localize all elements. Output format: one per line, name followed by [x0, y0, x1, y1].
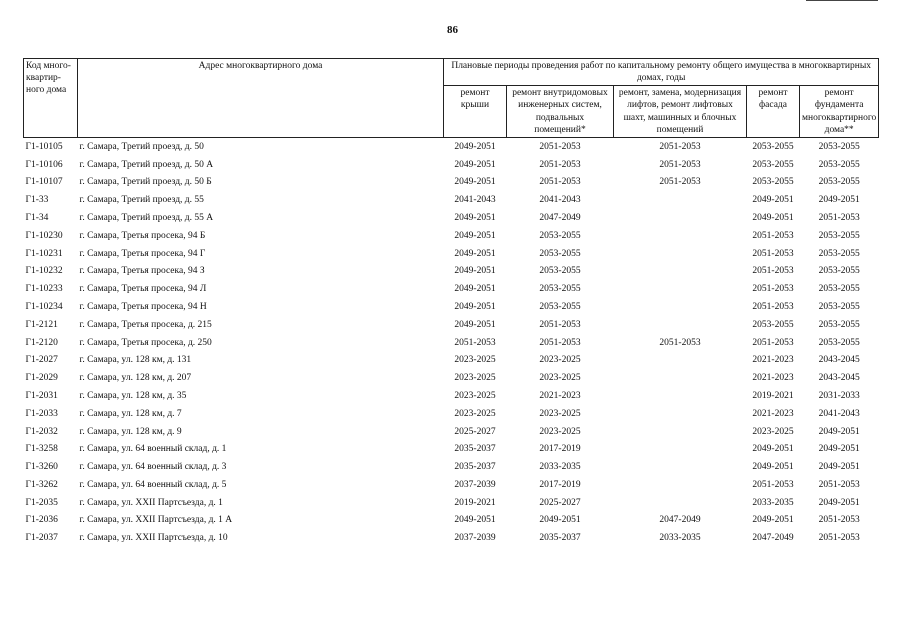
cell-lifts	[614, 280, 747, 298]
cell-foundation: 2051-2053	[818, 515, 860, 526]
table-row	[24, 494, 879, 512]
cell-lifts	[614, 494, 747, 512]
cell-code: Г1-2032	[25, 426, 58, 437]
cell-lifts: 2051-2053	[659, 337, 701, 348]
cell-roof: 2049-2051	[454, 266, 496, 277]
cell-code: Г1-2037	[25, 533, 58, 544]
table-row	[24, 352, 879, 370]
cell-roof: 2023-2025	[454, 355, 496, 366]
cell-roof: 2049-2051	[454, 141, 496, 152]
table-row	[24, 245, 879, 263]
cell-facade: 2049-2051	[752, 515, 794, 526]
cell-facade: 2049-2051	[752, 195, 794, 206]
cell-lifts	[614, 245, 747, 263]
cell-facade: 2049-2051	[752, 444, 794, 455]
cell-roof: 2025-2027	[454, 426, 496, 437]
cell-facade: 2021-2023	[752, 408, 794, 419]
table-row	[24, 387, 879, 405]
cell-facade: 2049-2051	[752, 212, 794, 223]
cell-foundation: 2051-2053	[818, 479, 860, 490]
cell-lifts	[614, 191, 747, 209]
cell-systems: 2023-2025	[539, 408, 581, 419]
cell-code: Г1-33	[25, 195, 49, 206]
cell-facade: 2021-2023	[752, 355, 794, 366]
cell-address: г. Самара, ул. 128 км, д. 9	[79, 426, 182, 437]
cell-facade: 2051-2053	[752, 301, 794, 312]
cell-foundation: 2053-2055	[818, 141, 860, 152]
cell-address: г. Самара, ул. 128 км, д. 131	[79, 355, 192, 366]
cell-roof: 2037-2039	[454, 479, 496, 490]
cell-lifts: 2051-2053	[659, 141, 701, 152]
cell-facade: 2051-2053	[752, 337, 794, 348]
cell-roof: 2049-2051	[454, 301, 496, 312]
cell-address: г. Самара, ул. XXII Партсъезда, д. 10	[79, 533, 228, 544]
header-code: Код много-квартир-ного дома	[24, 59, 78, 138]
cell-systems: 2051-2053	[539, 319, 581, 330]
cell-address: г. Самара, Третий проезд, д. 55	[79, 195, 204, 206]
cell-address: г. Самара, Третья просека, 94 Б	[79, 230, 206, 241]
cell-facade: 2051-2053	[752, 266, 794, 277]
cell-systems: 2053-2055	[539, 230, 581, 241]
cell-facade: 2023-2025	[752, 426, 794, 437]
header-facade: ремонт фасада	[747, 86, 800, 138]
cell-facade: 2053-2055	[752, 159, 794, 170]
cell-roof: 2049-2051	[454, 284, 496, 295]
cell-address: г. Самара, ул. 64 военный склад, д. 1	[79, 444, 227, 455]
cell-systems: 2025-2027	[539, 497, 581, 508]
cell-code: Г1-2031	[25, 390, 58, 401]
cell-roof: 2049-2051	[454, 212, 496, 223]
cell-lifts: 2051-2053	[659, 177, 701, 188]
cell-systems: 2049-2051	[539, 515, 581, 526]
cell-address: г. Самара, ул. 128 км, д. 207	[79, 373, 192, 384]
cell-roof: 2049-2051	[454, 515, 496, 526]
capital-repair-schedule-table	[23, 58, 879, 547]
cell-address: г. Самара, Третий проезд, д. 55 А	[79, 212, 214, 223]
header-systems: ремонт внутридомовых инженерных систем, подвальных помещений*	[507, 86, 614, 138]
table-row	[24, 174, 879, 192]
cell-systems: 2053-2055	[539, 301, 581, 312]
cell-address: г. Самара, ул. 128 км, д. 7	[79, 408, 182, 419]
cell-systems: 2041-2043	[539, 195, 581, 206]
cell-lifts	[614, 405, 747, 423]
cell-systems: 2047-2049	[539, 212, 581, 223]
cell-roof: 2049-2051	[454, 248, 496, 259]
cell-address: г. Самара, Третья просека, 94 Г	[79, 248, 206, 259]
cell-address: г. Самара, ул. 64 военный склад, д. 3	[79, 462, 227, 473]
table-row	[24, 156, 879, 174]
cell-address: г. Самара, Третья просека, 94 Н	[79, 301, 207, 312]
cell-systems: 2051-2053	[539, 177, 581, 188]
cell-code: Г1-2121	[25, 319, 58, 330]
cell-systems: 2053-2055	[539, 284, 581, 295]
cell-facade: 2051-2053	[752, 479, 794, 490]
cell-address: г. Самара, Третья просека, 94 Л	[79, 284, 207, 295]
cell-address: г. Самара, ул. XXII Партсъезда, д. 1 А	[79, 515, 233, 526]
cell-code: Г1-10105	[25, 141, 63, 152]
table-row	[24, 209, 879, 227]
cell-systems: 2053-2055	[539, 248, 581, 259]
cell-roof: 2037-2039	[454, 533, 496, 544]
cell-address: г. Самара, ул. XXII Партсъезда, д. 1	[79, 497, 223, 508]
cell-systems: 2051-2053	[539, 337, 581, 348]
cell-address: г. Самара, Третий проезд, д. 50 А	[79, 159, 214, 170]
header-periods-group: Плановые периоды проведения работ по капитальному ремонту общего имущества в многоквартирных домах, годы	[444, 59, 879, 86]
cell-code: Г1-10232	[25, 266, 63, 277]
cell-facade: 2051-2053	[752, 284, 794, 295]
cell-code: Г1-10106	[25, 159, 63, 170]
cell-lifts	[614, 369, 747, 387]
cell-code: Г1-2035	[25, 497, 58, 508]
cell-code: Г1-10107	[25, 177, 63, 188]
top-rule	[806, 0, 878, 1]
table-row	[24, 316, 879, 334]
cell-systems: 2023-2025	[539, 426, 581, 437]
cell-roof: 2041-2043	[454, 195, 496, 206]
cell-foundation: 2051-2053	[818, 533, 860, 544]
cell-address: г. Самара, Третий проезд, д. 50 Б	[79, 177, 212, 188]
cell-systems: 2035-2037	[539, 533, 581, 544]
cell-foundation: 2053-2055	[818, 159, 860, 170]
cell-facade: 2049-2051	[752, 462, 794, 473]
cell-code: Г1-10231	[25, 248, 63, 259]
cell-lifts: 2047-2049	[659, 515, 701, 526]
cell-roof: 2035-2037	[454, 444, 496, 455]
table-row	[24, 440, 879, 458]
cell-systems: 2021-2023	[539, 390, 581, 401]
cell-foundation: 2049-2051	[818, 195, 860, 206]
cell-address: г. Самара, ул. 128 км, д. 35	[79, 390, 187, 401]
table-row	[24, 280, 879, 298]
cell-foundation: 2049-2051	[818, 462, 860, 473]
cell-address: г. Самара, Третья просека, д. 250	[79, 337, 212, 348]
cell-systems: 2051-2053	[539, 159, 581, 170]
table-row	[24, 405, 879, 423]
table-row	[24, 458, 879, 476]
cell-code: Г1-34	[25, 212, 49, 223]
cell-lifts	[614, 440, 747, 458]
cell-foundation: 2049-2051	[818, 426, 860, 437]
cell-lifts	[614, 423, 747, 441]
cell-facade: 2021-2023	[752, 373, 794, 384]
table-row	[24, 298, 879, 316]
cell-address: г. Самара, Третий проезд, д. 50	[79, 141, 204, 152]
cell-roof: 2049-2051	[454, 319, 496, 330]
cell-roof: 2049-2051	[454, 177, 496, 188]
cell-foundation: 2043-2045	[818, 373, 860, 384]
cell-code: Г1-3258	[25, 444, 58, 455]
cell-foundation: 2053-2055	[818, 319, 860, 330]
table-row	[24, 334, 879, 352]
table-row	[24, 263, 879, 281]
cell-roof: 2019-2021	[454, 497, 496, 508]
cell-code: Г1-2033	[25, 408, 58, 419]
table-row	[24, 191, 879, 209]
cell-systems: 2017-2019	[539, 479, 581, 490]
cell-roof: 2023-2025	[454, 373, 496, 384]
header-foundation: ремонт фундамента многоквартирного дома**	[800, 86, 879, 138]
cell-code: Г1-3260	[25, 462, 58, 473]
cell-lifts	[614, 458, 747, 476]
cell-facade: 2033-2035	[752, 497, 794, 508]
cell-roof: 2049-2051	[454, 230, 496, 241]
cell-foundation: 2041-2043	[818, 408, 860, 419]
cell-foundation: 2053-2055	[818, 284, 860, 295]
cell-lifts	[614, 209, 747, 227]
cell-lifts	[614, 387, 747, 405]
page-number: 86	[447, 24, 458, 36]
cell-facade: 2053-2055	[752, 319, 794, 330]
cell-systems: 2023-2025	[539, 373, 581, 384]
cell-facade: 2051-2053	[752, 248, 794, 259]
cell-foundation: 2031-2033	[818, 390, 860, 401]
table-row	[24, 529, 879, 547]
cell-facade: 2053-2055	[752, 177, 794, 188]
cell-systems: 2023-2025	[539, 355, 581, 366]
cell-lifts	[614, 476, 747, 494]
cell-lifts: 2051-2053	[659, 159, 701, 170]
cell-address: г. Самара, Третья просека, 94 З	[79, 266, 205, 277]
cell-code: Г1-10234	[25, 301, 63, 312]
cell-roof: 2023-2025	[454, 408, 496, 419]
cell-foundation: 2053-2055	[818, 230, 860, 241]
cell-facade: 2047-2049	[752, 533, 794, 544]
header-roof: ремонт крыши	[444, 86, 507, 138]
table-row	[24, 227, 879, 245]
table-row	[24, 369, 879, 387]
cell-foundation: 2049-2051	[818, 444, 860, 455]
cell-roof: 2051-2053	[454, 337, 496, 348]
table-row	[24, 423, 879, 441]
cell-lifts	[614, 316, 747, 334]
cell-lifts	[614, 263, 747, 281]
cell-lifts: 2033-2035	[659, 533, 701, 544]
cell-systems: 2053-2055	[539, 266, 581, 277]
cell-code: Г1-2036	[25, 515, 58, 526]
cell-foundation: 2053-2055	[818, 301, 860, 312]
cell-code: Г1-2029	[25, 373, 58, 384]
cell-facade: 2051-2053	[752, 230, 794, 241]
cell-code: Г1-2027	[25, 355, 58, 366]
cell-address: г. Самара, Третья просека, д. 215	[79, 319, 212, 330]
cell-foundation: 2053-2055	[818, 266, 860, 277]
cell-code: Г1-10233	[25, 284, 63, 295]
cell-systems: 2033-2035	[539, 462, 581, 473]
cell-lifts	[614, 352, 747, 370]
cell-systems: 2017-2019	[539, 444, 581, 455]
cell-lifts	[614, 227, 747, 245]
cell-foundation: 2053-2055	[818, 248, 860, 259]
table-row	[24, 512, 879, 530]
cell-roof: 2049-2051	[454, 159, 496, 170]
cell-address: г. Самара, ул. 64 военный склад, д. 5	[79, 479, 227, 490]
table-row	[24, 476, 879, 494]
header-address: Адрес многоквартирного дома	[78, 59, 444, 138]
cell-code: Г1-2120	[25, 337, 58, 348]
cell-facade: 2019-2021	[752, 390, 794, 401]
cell-lifts	[614, 298, 747, 316]
cell-foundation: 2051-2053	[818, 212, 860, 223]
header-lifts: ремонт, замена, модернизация лифтов, ремонт лифтовых шахт, машинных и блочных помещений	[614, 86, 747, 138]
cell-foundation: 2053-2055	[818, 177, 860, 188]
table-body	[24, 137, 879, 547]
cell-roof: 2023-2025	[454, 390, 496, 401]
cell-foundation: 2049-2051	[818, 497, 860, 508]
cell-roof: 2035-2037	[454, 462, 496, 473]
table-row	[24, 137, 879, 155]
cell-code: Г1-3262	[25, 479, 58, 490]
cell-foundation: 2043-2045	[818, 355, 860, 366]
cell-code: Г1-10230	[25, 230, 63, 241]
cell-foundation: 2053-2055	[818, 337, 860, 348]
cell-systems: 2051-2053	[539, 141, 581, 152]
cell-facade: 2053-2055	[752, 141, 794, 152]
